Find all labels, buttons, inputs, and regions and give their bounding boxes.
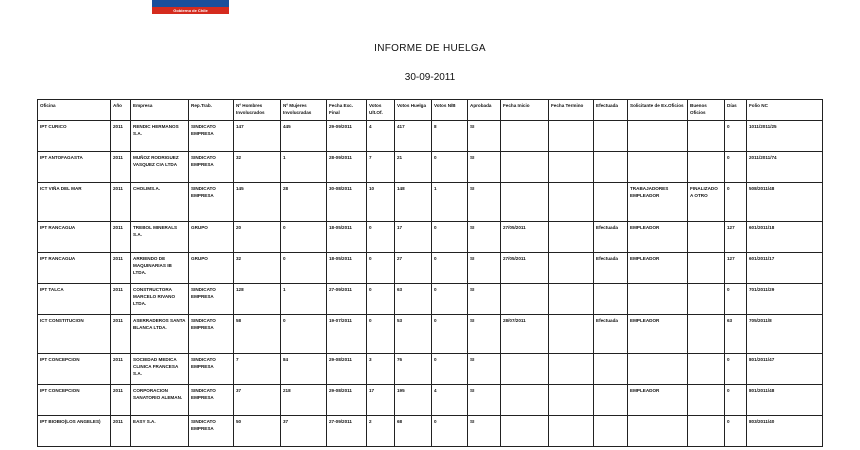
table-cell: 127 xyxy=(725,222,747,253)
table-cell xyxy=(594,385,628,416)
table-cell: 18-05/2011 xyxy=(327,253,367,284)
table-cell xyxy=(549,183,594,222)
table-cell: 1 xyxy=(432,183,468,222)
column-header: Votos Huelga xyxy=(395,100,432,121)
table-cell xyxy=(688,222,725,253)
table-cell xyxy=(628,354,688,385)
table-cell: 0 xyxy=(432,222,468,253)
table-cell: 2011 xyxy=(111,183,131,222)
column-header: Solicitante de Ex.Oficios xyxy=(628,100,688,121)
table-cell: 2011 xyxy=(111,354,131,385)
table-cell xyxy=(501,183,549,222)
logo-red-band xyxy=(152,7,229,14)
table-cell xyxy=(594,152,628,183)
table-cell: 27-09/2011 xyxy=(327,284,367,315)
table-row xyxy=(38,152,823,183)
table-cell: 148 xyxy=(395,183,432,222)
table-cell: 7 xyxy=(234,354,281,385)
table-cell: 29-08/2011 xyxy=(327,385,367,416)
table-row xyxy=(38,253,823,284)
table-row xyxy=(38,315,823,354)
table-cell: 0 xyxy=(725,284,747,315)
table-cell: 28-09/2011 xyxy=(327,152,367,183)
table-cell: 28 xyxy=(281,183,327,222)
table-cell: MUÑOZ RODRIGUEZ VASQUEZ CIA LTDA xyxy=(131,152,189,183)
table-cell xyxy=(549,284,594,315)
table-row xyxy=(38,416,823,447)
table-cell: TREBOL MINERALS S.A. xyxy=(131,222,189,253)
table-cell: 0 xyxy=(725,385,747,416)
table-cell: 0 xyxy=(281,315,327,354)
table-cell: CONSTRUCTORA MARCELO RIVANO LTDA. xyxy=(131,284,189,315)
table-cell: 37 xyxy=(234,385,281,416)
table-row xyxy=(38,354,823,385)
column-header: Nº Hombres Involucrados xyxy=(234,100,281,121)
table-cell: RENDIC HERMANOS S.A. xyxy=(131,121,189,152)
table-row xyxy=(38,183,823,222)
table-cell xyxy=(549,121,594,152)
table-cell: 2011 xyxy=(111,121,131,152)
table-cell: 417 xyxy=(395,121,432,152)
table-cell: GRUPO xyxy=(189,222,234,253)
table-cell: SOCIEDAD MEDICA CLINICA FRANCESA S.A. xyxy=(131,354,189,385)
table-cell: 17 xyxy=(367,385,395,416)
table-cell xyxy=(688,385,725,416)
strike-report-table xyxy=(37,99,823,447)
table-cell: 1 xyxy=(281,284,327,315)
table-cell xyxy=(501,385,549,416)
table-cell: 1 xyxy=(281,152,327,183)
table-cell xyxy=(501,416,549,447)
table-cell xyxy=(501,152,549,183)
table-cell: IPT CURICO xyxy=(38,121,111,152)
table-cell: SI xyxy=(468,183,501,222)
table-cell: 18-05/2011 xyxy=(327,222,367,253)
table-cell: 0 xyxy=(281,222,327,253)
column-header: Efectuada xyxy=(594,100,628,121)
table-cell xyxy=(549,152,594,183)
table-cell: 601/2011/17 xyxy=(747,253,823,284)
table-cell: 21 xyxy=(395,152,432,183)
table-cell: 445 xyxy=(281,121,327,152)
logo-blue-band xyxy=(152,0,229,7)
table-cell: 0 xyxy=(725,354,747,385)
table-cell: 0 xyxy=(725,121,747,152)
table-cell: 2011 xyxy=(111,416,131,447)
table-cell: IPT ANTOFAGASTA xyxy=(38,152,111,183)
table-cell: SI xyxy=(468,315,501,354)
table-cell xyxy=(688,315,725,354)
column-header: Fecha Termino xyxy=(549,100,594,121)
table-header xyxy=(38,100,823,121)
table-cell: 0 xyxy=(367,253,395,284)
table-cell: 801/2011/48 xyxy=(747,385,823,416)
table-cell xyxy=(549,222,594,253)
table-cell xyxy=(628,284,688,315)
table-cell: SINDICATO EMPRESA xyxy=(189,354,234,385)
table-cell: 7 xyxy=(367,152,395,183)
report-title: INFORME DE HUELGA xyxy=(374,43,486,54)
table-cell xyxy=(628,152,688,183)
table-cell: EMPLEADOR xyxy=(628,315,688,354)
table-cell: IPT BIOBIO(LOS ANGELES) xyxy=(38,416,111,447)
table-cell: 53 xyxy=(395,315,432,354)
table-cell: 145 xyxy=(234,183,281,222)
table-cell: 8 xyxy=(432,121,468,152)
table-cell: 68 xyxy=(395,416,432,447)
table-cell: Efectuada xyxy=(594,315,628,354)
table-cell xyxy=(594,284,628,315)
table-cell: 147 xyxy=(234,121,281,152)
table-cell xyxy=(594,416,628,447)
table-cell: SINDICATO EMPRESA xyxy=(189,152,234,183)
table-cell: SINDICATO EMPRESA xyxy=(189,121,234,152)
table-cell: 803/2011/40 xyxy=(747,416,823,447)
table-cell: 10 xyxy=(367,183,395,222)
table-cell: 508/2011/48 xyxy=(747,183,823,222)
table-cell: 195 xyxy=(395,385,432,416)
table-cell: IPT TALCA xyxy=(38,284,111,315)
table-cell: FINALIZADO A OTRO xyxy=(688,183,725,222)
column-header: Nº Mujeres Involucradas xyxy=(281,100,327,121)
table-cell: IPT CONCEPCION xyxy=(38,354,111,385)
table-cell xyxy=(688,354,725,385)
table-cell xyxy=(501,354,549,385)
table-cell: CORPORACION SANATORIO ALEMAN. xyxy=(131,385,189,416)
table-cell xyxy=(549,416,594,447)
table-cell: 218 xyxy=(281,385,327,416)
table-row xyxy=(38,121,823,152)
table-cell: 0 xyxy=(432,354,468,385)
column-header: Oficina xyxy=(38,100,111,121)
table-cell: IPT RANCAGUA xyxy=(38,222,111,253)
table-cell: 29-08/2011 xyxy=(327,354,367,385)
table-cell: 0 xyxy=(725,416,747,447)
table-cell: 84 xyxy=(281,354,327,385)
table-cell: TRABAJADORES EMPLEADOR xyxy=(628,183,688,222)
table-cell: SI xyxy=(468,253,501,284)
table-cell: 32 xyxy=(234,253,281,284)
table-cell: IPT CONCEPCION xyxy=(38,385,111,416)
column-header: Votos N/B xyxy=(432,100,468,121)
table-cell: 705/2011/8 xyxy=(747,315,823,354)
table-cell: 76 xyxy=(395,354,432,385)
table-cell: 701/2011/29 xyxy=(747,284,823,315)
table-cell: 3 xyxy=(367,354,395,385)
column-header: Rep.Trab. xyxy=(189,100,234,121)
table-cell: 19-07/2011 xyxy=(327,315,367,354)
table-cell: Efectuada xyxy=(594,253,628,284)
table-cell xyxy=(688,416,725,447)
table-cell: 63 xyxy=(395,284,432,315)
table-cell xyxy=(594,121,628,152)
table-cell: SINDICATO EMPRESA xyxy=(189,315,234,354)
table-cell: 601/2011/18 xyxy=(747,222,823,253)
column-header: Aprobada xyxy=(468,100,501,121)
table-cell xyxy=(501,284,549,315)
table-cell xyxy=(688,152,725,183)
table-cell xyxy=(628,121,688,152)
table-cell: 0 xyxy=(281,253,327,284)
table-cell: 0 xyxy=(432,315,468,354)
table-cell: 27 xyxy=(395,253,432,284)
table-cell: EASY S.A. xyxy=(131,416,189,447)
table-cell: 37 xyxy=(281,416,327,447)
table-cell xyxy=(628,416,688,447)
table-cell: 0 xyxy=(367,222,395,253)
logo-text: Gobierno de Chile xyxy=(173,8,208,13)
table-cell: SINDICATO EMPRESA xyxy=(189,284,234,315)
table-cell: 20 xyxy=(234,222,281,253)
table-cell: 4 xyxy=(432,385,468,416)
column-header: Votos Ult.Of. xyxy=(367,100,395,121)
table-cell: 27/05/2011 xyxy=(501,253,549,284)
table-cell: ICT VIÑA DEL MAR xyxy=(38,183,111,222)
table-body xyxy=(38,121,823,447)
column-header: Fecha Inicio xyxy=(501,100,549,121)
table-cell: 0 xyxy=(432,284,468,315)
table-cell: SI xyxy=(468,354,501,385)
table-cell: 29-09/2011 xyxy=(327,121,367,152)
table-cell: 58 xyxy=(234,315,281,354)
table-cell: 4 xyxy=(367,121,395,152)
table-cell: 0 xyxy=(367,315,395,354)
table-cell xyxy=(549,253,594,284)
table-cell: SI xyxy=(468,416,501,447)
table-cell: 32 xyxy=(234,152,281,183)
column-header: Días xyxy=(725,100,747,121)
table-cell: ARRIENDO DE MAQUINARIAS IB LTDA. xyxy=(131,253,189,284)
table-cell: EMPLEADOR xyxy=(628,253,688,284)
table-cell: 0 xyxy=(725,152,747,183)
table-cell: 63 xyxy=(725,315,747,354)
table-cell: SI xyxy=(468,121,501,152)
table-cell: 28/07/2011 xyxy=(501,315,549,354)
table-cell: 2011/2011/74 xyxy=(747,152,823,183)
table-cell: SI xyxy=(468,152,501,183)
table-cell xyxy=(501,121,549,152)
table-cell xyxy=(549,354,594,385)
table-cell: SINDICATO EMPRESA xyxy=(189,416,234,447)
column-header: Año xyxy=(111,100,131,121)
table-cell: EMPLEADOR xyxy=(628,222,688,253)
table-cell: 2011 xyxy=(111,284,131,315)
table-cell: ICT CONSTITUCION xyxy=(38,315,111,354)
table-row xyxy=(38,284,823,315)
table-cell: 30-08/2011 xyxy=(327,183,367,222)
table-cell xyxy=(594,183,628,222)
table-cell: 0 xyxy=(367,284,395,315)
table-cell: 2011 xyxy=(111,253,131,284)
table-row xyxy=(38,222,823,253)
table-cell: 0 xyxy=(432,152,468,183)
table-cell: 801/2011/47 xyxy=(747,354,823,385)
table-cell: SI xyxy=(468,385,501,416)
column-header: Empresa xyxy=(131,100,189,121)
table-cell: SINDICATO EMPRESA xyxy=(189,385,234,416)
table-cell: 0 xyxy=(432,253,468,284)
table-cell: GRUPO xyxy=(189,253,234,284)
gobierno-logo xyxy=(152,0,229,14)
table-cell xyxy=(688,284,725,315)
table-cell: 2011 xyxy=(111,152,131,183)
table-cell xyxy=(594,354,628,385)
table-cell xyxy=(549,315,594,354)
table-cell: 1011/2011/25 xyxy=(747,121,823,152)
table-cell: ASERRADEROS SANTA BLANCA LTDA. xyxy=(131,315,189,354)
table-cell: EMPLEADOR xyxy=(628,385,688,416)
table-cell: 128 xyxy=(234,284,281,315)
table-cell: SI xyxy=(468,222,501,253)
table-cell: 2011 xyxy=(111,385,131,416)
table-cell: 2011 xyxy=(111,222,131,253)
table-cell: 2 xyxy=(367,416,395,447)
table-cell: SINDICATO EMPRESA xyxy=(189,183,234,222)
table-cell: 127 xyxy=(725,253,747,284)
table-cell: 0 xyxy=(725,183,747,222)
table-cell: CHOLIMS.A. xyxy=(131,183,189,222)
column-header: Fecha Exc. Final xyxy=(327,100,367,121)
report-date: 30-09-2011 xyxy=(404,72,456,83)
table-cell xyxy=(549,385,594,416)
table-row xyxy=(38,385,823,416)
table-cell: SI xyxy=(468,284,501,315)
table-cell: 27-09/2011 xyxy=(327,416,367,447)
table-cell: 50 xyxy=(234,416,281,447)
table-cell: 2011 xyxy=(111,315,131,354)
column-header: Folio NC xyxy=(747,100,823,121)
table-cell: Efectuada xyxy=(594,222,628,253)
table-cell: 0 xyxy=(432,416,468,447)
column-header: Buenos Oficios xyxy=(688,100,725,121)
table-cell xyxy=(688,121,725,152)
table-cell: IPT RANCAGUA xyxy=(38,253,111,284)
header-row xyxy=(38,100,823,121)
table-cell: 17 xyxy=(395,222,432,253)
table-cell: 27/05/2011 xyxy=(501,222,549,253)
table-cell xyxy=(688,253,725,284)
